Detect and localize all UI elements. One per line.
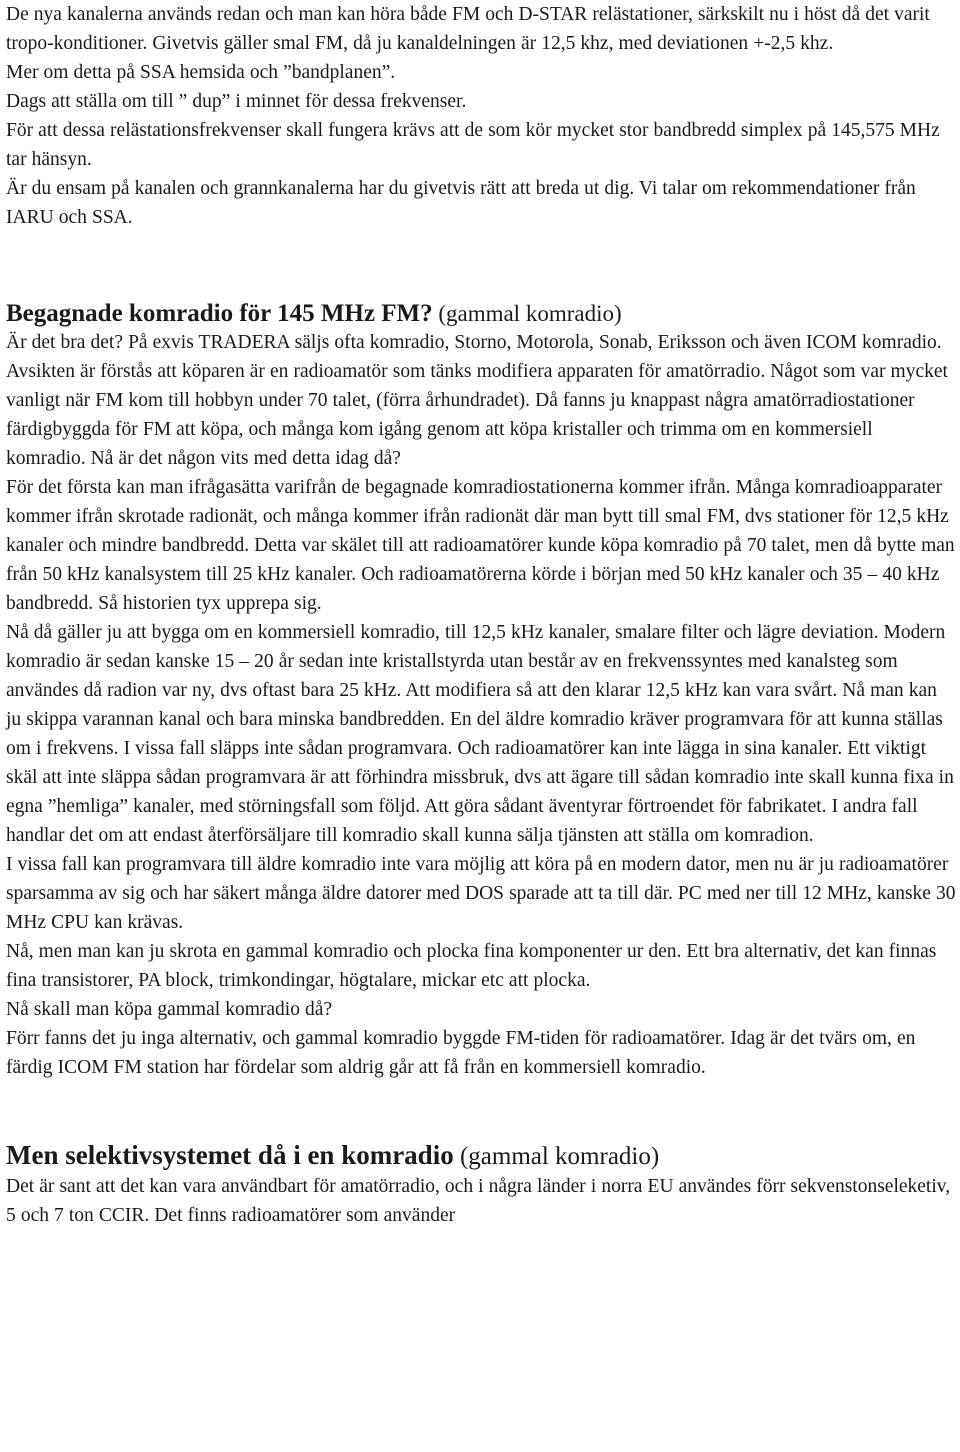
- paragraph: Är du ensam på kanalen och grannkanalerna har du givetvis rätt att breda ut dig. Vi talar om rekommendationer från IARU och SSA.: [6, 178, 916, 228]
- paragraph: Dags att ställa om till ” dup” i minnet för dessa frekvenser.: [6, 91, 467, 112]
- paragraph: Nå skall man köpa gammal komradio då?: [6, 999, 333, 1020]
- spacer: [6, 1082, 956, 1140]
- heading-normal-text: (gammal komradio): [432, 301, 622, 326]
- paragraph: För att dessa relästationsfrekvenser skall fungera krävs att de som kör mycket stor bandbredd simplex på 145,575 MHz tar hänsyn.: [6, 120, 940, 170]
- paragraph: De nya kanalerna används redan och man kan höra både FM och D-STAR relästationer, särkskilt nu i höst då det varit tropo-konditioner. Givetvis gäller smal FM, då ju kanaldelningen är 12,5 khz, med deviationen +-2,5 khz.: [6, 4, 930, 54]
- paragraph: I vissa fall kan programvara till äldre komradio inte vara möjlig att köra på en modern dator, men nu är ju radioamatörer sparsamma av sig och har säkert många äldre datorer med DOS sparade att ta till där. PC med ner till 12 MHz, kanske 30 MHz CPU kan krävas.: [6, 854, 956, 933]
- paragraph: Nå då gäller ju att bygga om en kommersiell komradio, till 12,5 kHz kanaler, smalare filter och lägre deviation. Modern komradio är sedan kanske 15 – 20 år sedan inte kristallstyrda utan består av en frekvenssyntes med kanalsteg som användes då radion var ny, dvs oftast bara 25 kHz. Att modifiera så att den klarar 12,5 kHz kan vara svårt. Nå man kan ju skippa varannan kanal och bara minska bandbredden. En del äldre komradio kräver programvara för att kunna ställas om i frekvens. I vissa fall släpps inte sådan programvara. Och radioamatörer kan inte lägga in sina kanaler. Ett viktigt skäl att inte släppa sådan programvara är att förhindra missbruk, dvs att ägare till sådan komradio inte skall kunna fixa in egna ”hemliga” kanaler, med störningsfall som följd. Att göra sådant äventyrar förtroendet för fabrikatet. I andra fall handlar det om att endast återförsäljare till komradio skall kunna sälja tjänsten att ställa om komradion.: [6, 622, 954, 846]
- paragraph: För det första kan man ifrågasätta varifrån de begagnade komradiostationerna kommer ifrån. Många komradioapparater kommer ifrån skrotade radionät, och många kommer ifrån radionät där man bytt till smal FM, dvs stationer för 12,5 kHz kanaler och mindre bandbredd. Detta var skälet till att radioamatörer kunde köpa komradio på 70 talet, men då bytte man från 50 kHz kanalsystem till 25 kHz kanaler. Och radioamatörerna körde i början med 50 kHz kanaler och 35 – 40 kHz bandbredd. Så historien tyx upprepa sig.: [6, 477, 955, 614]
- section-selective-system: [6, 1140, 956, 1230]
- heading-bold-text: Men selektivsystemet då i en komradio: [6, 1140, 454, 1170]
- section-used-radio: [6, 290, 956, 1082]
- paragraph: Nå, men man kan ju skrota en gammal komradio och plocka fina komponenter ur den. Ett bra alternativ, det kan finnas fina transistorer, PA block, trimkondingar, högtalare, mickar etc att plocka.: [6, 941, 937, 991]
- paragraph: Mer om detta på SSA hemsida och ”bandplanen”.: [6, 62, 396, 83]
- heading-normal-text: (gammal komradio): [453, 1143, 660, 1170]
- paragraph: Det är sant att det kan vara användbart för amatörradio, och i några länder i norra EU användes förr sekvenstonseleketiv, 5 och 7 ton CCIR. Det finns radioamatörer som använder: [6, 1176, 951, 1226]
- section-heading: [6, 1140, 956, 1172]
- document-page: [6, 0, 956, 1230]
- paragraph: Förr fanns det ju inga alternativ, och gammal komradio byggde FM-tiden för radioamatörer. Idag är det tvärs om, en färdig ICOM FM station har fördelar som aldrig går att få från en kommersiell komradio.: [6, 1028, 916, 1078]
- spacer: [6, 232, 956, 290]
- heading-bold-text: Begagnade komradio för 145 MHz FM?: [6, 300, 433, 327]
- paragraph: Är det bra det? På exvis TRADERA säljs ofta komradio, Storno, Motorola, Sonab, Eriksson och även ICOM komradio. Avsikten är förstås att köparen är en radioamatör som tänks modifiera apparaten för amatörradio. Något som var mycket vanligt när FM kom till hobbyn under 70 talet, (förra århundradet). Då fanns ju knappast några amatörradiostationer färdigbyggda för FM att köpa, och många kom igång genom att köpa kristaller och trimma om en kommersiell komradio. Nå är det någon vits med detta idag då?: [6, 332, 948, 469]
- section-repeater-frequencies: [6, 0, 956, 232]
- section-heading: [6, 290, 956, 328]
